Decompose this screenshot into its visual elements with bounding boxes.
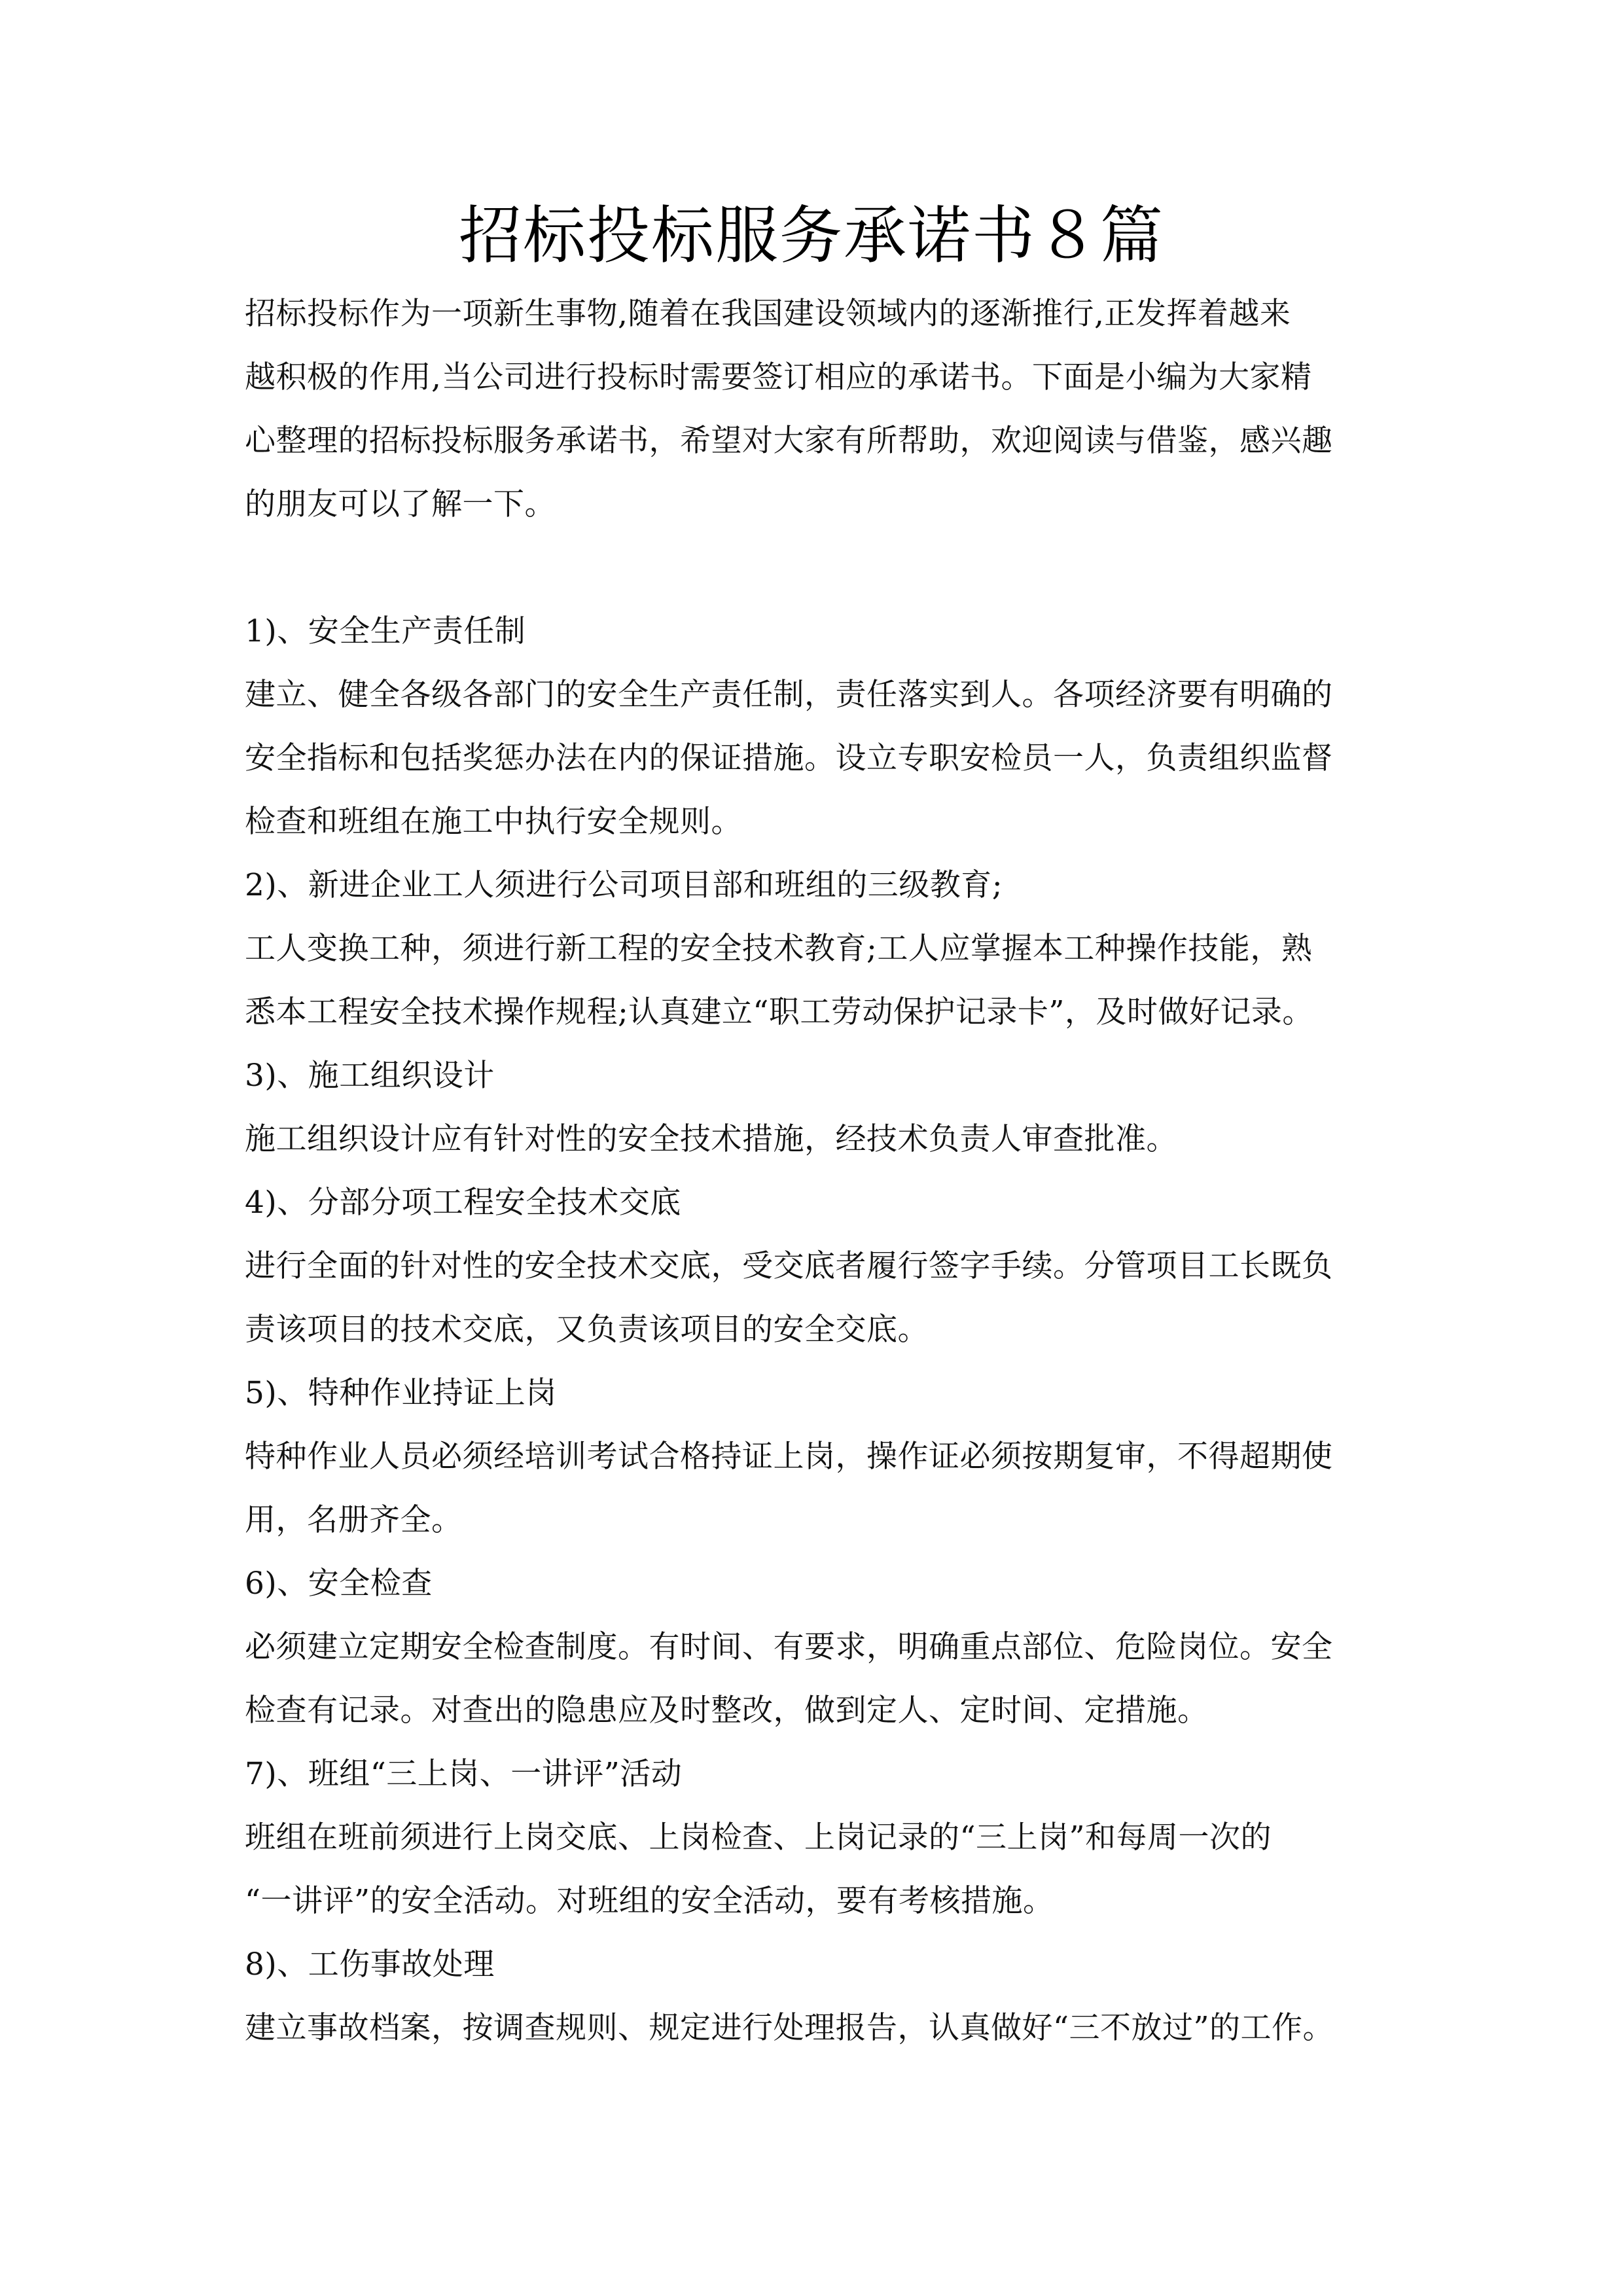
section-5-line: 用，名册齐全。 bbox=[245, 1502, 463, 1538]
section-2-line: 悉本工程安全技术操作规程;认真建立“职工劳动保护记录卡”，及时做好记录。 bbox=[245, 994, 1313, 1030]
section-4-line: 进行全面的针对性的安全技术交底，受交底者履行签字手续。分管项目工长既负 bbox=[245, 1248, 1333, 1284]
intro-line: 的朋友可以了解一下。 bbox=[245, 486, 556, 522]
section-1-line: 检查和班组在施工中执行安全规则。 bbox=[245, 804, 742, 840]
section-heading-1: 1)、安全生产责任制 bbox=[245, 613, 526, 649]
section-heading-3: 3)、施工组织设计 bbox=[245, 1058, 495, 1094]
section-6-line: 检查有记录。对查出的隐患应及时整改，做到定人、定时间、定措施。 bbox=[245, 1693, 1209, 1729]
section-5-line: 特种作业人员必须经培训考试合格持证上岗，操作证必须按期复审，不得超期使 bbox=[245, 1439, 1333, 1475]
section-heading-8: 8)、工伤事故处理 bbox=[245, 1946, 495, 1982]
intro-line: 越积极的作用,当公司进行投标时需要签订相应的承诺书。下面是小编为大家精 bbox=[245, 359, 1312, 395]
section-heading-7: 7)、班组“三上岗、一讲评”活动 bbox=[245, 1756, 683, 1792]
section-heading-5: 5)、特种作业持证上岗 bbox=[245, 1375, 557, 1411]
section-1-line: 安全指标和包括奖惩办法在内的保证措施。设立专职安检员一人，负责组织监督 bbox=[245, 740, 1333, 776]
document-title: 招标投标服务承诺书８篇 bbox=[459, 199, 1164, 272]
section-7-line: “一讲评”的安全活动。对班组的安全活动，要有考核措施。 bbox=[245, 1883, 1054, 1919]
section-heading-6: 6)、安全检查 bbox=[245, 1566, 433, 1602]
intro-line: 心整理的招标投标服务承诺书，希望对大家有所帮助，欢迎阅读与借鉴，感兴趣 bbox=[245, 423, 1333, 459]
section-2-line: 工人变换工种，须进行新工程的安全技术教育;工人应掌握本工种操作技能，熟 bbox=[245, 931, 1313, 967]
section-8-line: 建立事故档案，按调查规则、规定进行处理报告，认真做好“三不放过”的工作。 bbox=[245, 2010, 1334, 2046]
section-1-line: 建立、健全各级各部门的安全生产责任制，责任落实到人。各项经济要有明确的 bbox=[245, 677, 1333, 713]
intro-line: 招标投标作为一项新生事物,随着在我国建设领域内的逐渐推行,正发挥着越来 bbox=[245, 296, 1291, 332]
section-heading-2: 2)、新进企业工人须进行公司项目部和班组的三级教育; bbox=[245, 867, 1003, 903]
section-4-line: 责该项目的技术交底，又负责该项目的安全交底。 bbox=[245, 1312, 929, 1348]
section-heading-4: 4)、分部分项工程安全技术交底 bbox=[245, 1185, 681, 1221]
section-3-line: 施工组织设计应有针对性的安全技术措施，经技术负责人审查批准。 bbox=[245, 1121, 1177, 1157]
section-6-line: 必须建立定期安全检查制度。有时间、有要求，明确重点部位、危险岗位。安全 bbox=[245, 1629, 1333, 1665]
section-7-line: 班组在班前须进行上岗交底、上岗检查、上岗记录的“三上岗”和每周一次的 bbox=[245, 1820, 1272, 1856]
